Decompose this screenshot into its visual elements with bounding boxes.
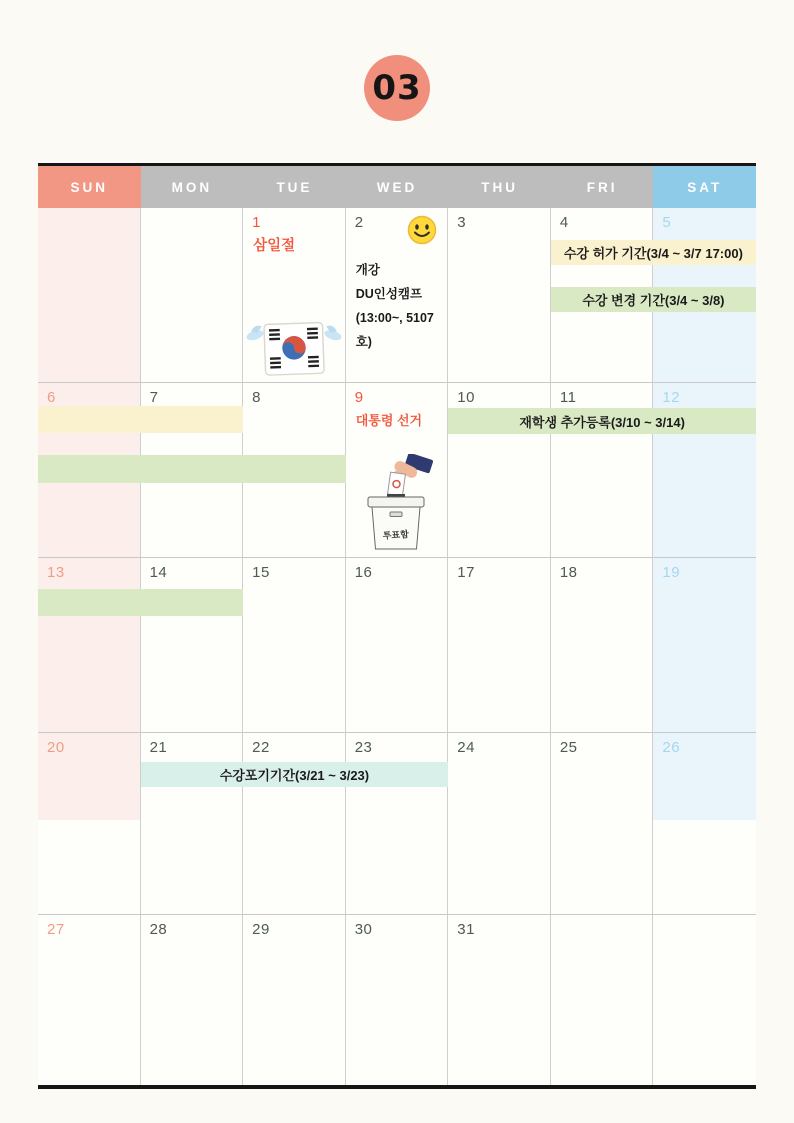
- day-cell[interactable]: [38, 915, 141, 1085]
- day-number: 13: [47, 564, 65, 581]
- day-cell[interactable]: [38, 558, 141, 733]
- day-number: 31: [457, 921, 475, 938]
- day-number: 15: [252, 564, 270, 581]
- day-cell[interactable]: [141, 558, 244, 733]
- day-number: 11: [559, 389, 577, 406]
- event-line: 개강: [355, 263, 380, 277]
- month-badge: [364, 55, 430, 121]
- weekday-sun: SUN: [38, 166, 141, 208]
- day-cell[interactable]: [243, 915, 346, 1085]
- day-number: 21: [149, 739, 168, 756]
- samiljeol-label: 삼일절: [253, 238, 296, 254]
- day-cell[interactable]: [38, 733, 141, 915]
- day-number: 9: [354, 389, 364, 406]
- day-number: 28: [149, 921, 168, 938]
- day-cell-mar9[interactable]: [346, 383, 449, 558]
- day-number: 20: [47, 739, 65, 756]
- day-grid: [38, 208, 756, 1085]
- weekday-wed: WED: [346, 166, 449, 208]
- banner-course-approval[interactable]: 수강 허가 기간(3/4 ~ 3/7 17:00): [551, 240, 756, 265]
- banner-course-change-continued[interactable]: [38, 455, 346, 483]
- event-line: DU인성캠프: [355, 287, 423, 301]
- banner-enrolled-extra-registration[interactable]: 재학생 추가등록(3/10 ~ 3/14): [448, 408, 756, 434]
- weekday-sat: SAT: [653, 166, 756, 208]
- day-number: 3: [457, 214, 467, 231]
- day-cell[interactable]: [551, 733, 654, 915]
- weekday-thu: THU: [448, 166, 551, 208]
- day-cell[interactable]: [141, 208, 244, 383]
- banner-course-drop[interactable]: 수강포기기간(3/21 ~ 3/23): [141, 762, 449, 787]
- day-number: 14: [149, 564, 168, 581]
- day-number: 8: [252, 389, 261, 406]
- day-cell[interactable]: [653, 733, 756, 915]
- day-number: 23: [354, 739, 373, 756]
- day-cell[interactable]: [243, 558, 346, 733]
- weekday-tue: TUE: [243, 166, 346, 208]
- bottom-divider: [38, 1085, 756, 1089]
- day-number: 7: [149, 389, 159, 406]
- election-label: 대통령 선거: [355, 413, 423, 428]
- day-number: 29: [252, 921, 270, 938]
- day-cell[interactable]: [38, 208, 141, 383]
- day-number: 30: [354, 921, 373, 938]
- day-cell[interactable]: [448, 208, 551, 383]
- day-cell[interactable]: [141, 915, 244, 1085]
- day-number: 22: [252, 739, 270, 756]
- day-number: 10: [457, 389, 475, 406]
- day-cell[interactable]: [448, 558, 551, 733]
- day-cell-mar2[interactable]: [346, 208, 449, 383]
- day-cell[interactable]: [346, 558, 449, 733]
- day-number: 19: [662, 564, 681, 581]
- day-number: 5: [662, 214, 672, 231]
- weekday-fri: FRI: [551, 166, 654, 208]
- calendar: [38, 163, 756, 1089]
- day-number: 27: [47, 921, 65, 938]
- ballot-box-icon: [356, 454, 436, 554]
- day-number: 26: [662, 739, 681, 756]
- day-cell[interactable]: [653, 558, 756, 733]
- day-number: 1: [252, 214, 261, 231]
- event-line: (13:00~, 5107호): [355, 311, 434, 349]
- opening-event-lines: [356, 258, 448, 354]
- day-cell[interactable]: [653, 915, 756, 1085]
- day-number: 25: [559, 739, 578, 756]
- day-number: 18: [559, 564, 578, 581]
- day-cell[interactable]: [551, 915, 654, 1085]
- ballot-box-label: 투표함: [382, 529, 410, 541]
- day-cell[interactable]: [346, 733, 449, 915]
- smiley-icon: [407, 215, 437, 245]
- day-cell[interactable]: [551, 558, 654, 733]
- banner-course-approval-continued[interactable]: [38, 406, 243, 433]
- day-number: 12: [662, 389, 681, 406]
- day-number: 6: [47, 389, 56, 406]
- banner-course-change[interactable]: 수강 변경 기간(3/4 ~ 3/8): [551, 287, 756, 312]
- calendar-body: [38, 208, 756, 1085]
- month-label: 03: [372, 68, 422, 108]
- day-cell[interactable]: [448, 733, 551, 915]
- banner-enrolled-extra-registration-continued[interactable]: [38, 589, 243, 616]
- day-cell[interactable]: [141, 733, 244, 915]
- day-cell[interactable]: [243, 733, 346, 915]
- korean-flag-icon: [244, 304, 344, 382]
- day-number: 24: [457, 739, 475, 756]
- day-number: 2: [354, 214, 364, 231]
- day-cell-mar1[interactable]: [243, 208, 346, 383]
- day-cell[interactable]: [448, 915, 551, 1085]
- weekday-mon: MON: [141, 166, 244, 208]
- day-number: 17: [457, 564, 475, 581]
- day-number: 4: [559, 214, 569, 231]
- day-cell[interactable]: [346, 915, 449, 1085]
- day-number: 16: [354, 564, 373, 581]
- weekday-header: [38, 166, 756, 208]
